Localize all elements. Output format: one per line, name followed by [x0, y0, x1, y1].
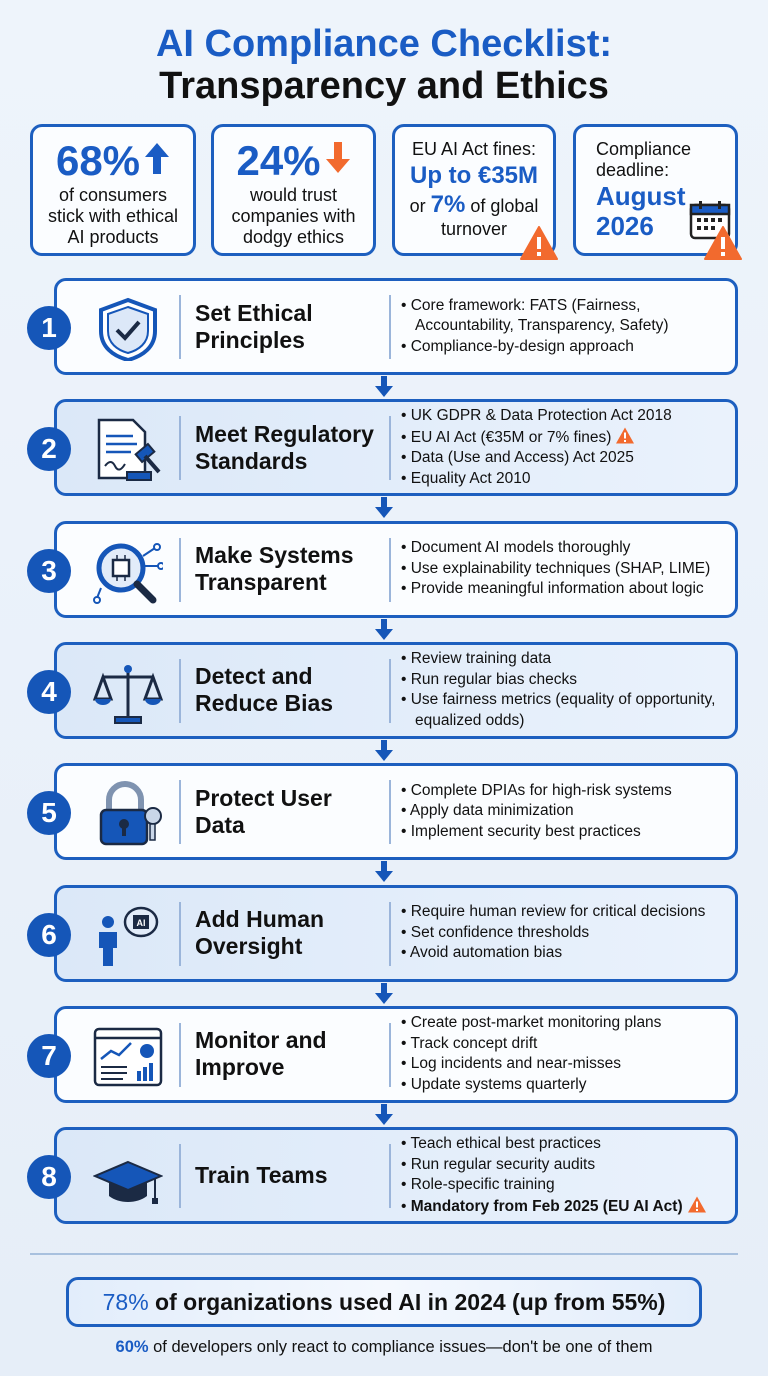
- magnifier-chip-icon: [93, 538, 163, 604]
- divider: [179, 295, 181, 359]
- step-card-3: [41, 521, 738, 618]
- arrow-down-icon: [325, 141, 351, 175]
- step-title: [195, 524, 385, 615]
- bullet-item: [401, 943, 736, 964]
- divider: [389, 416, 391, 480]
- bullet-text: Set confidence thresholds: [410, 923, 590, 941]
- bullet-item: [401, 559, 736, 580]
- warning-icon: [704, 226, 742, 260]
- bullet-text: Track concept drift: [410, 1034, 538, 1052]
- bullet-item: [401, 781, 736, 802]
- bullet-item: [401, 579, 736, 600]
- stat-value: 24%: [236, 137, 321, 184]
- bullet-text: Implement security best practices: [410, 822, 641, 840]
- graduation-cap-icon: [93, 1144, 163, 1210]
- warning-icon: [615, 427, 635, 444]
- bullet-item: [401, 1075, 736, 1096]
- stat-pct: 7%: [430, 191, 466, 218]
- stat-value: 68%: [55, 137, 141, 184]
- bullet-text: Avoid automation bias: [409, 944, 563, 962]
- bullet-item: [401, 337, 736, 358]
- bullet-item: [401, 801, 736, 822]
- bullet-text: EU AI Act (€35M or 7% fines): [410, 428, 612, 446]
- shield-check-icon: [93, 295, 163, 361]
- bullet-item: [401, 1013, 736, 1034]
- divider: [179, 902, 181, 966]
- stat-label: EU AI Act fines:: [411, 139, 537, 159]
- scales-icon: [93, 659, 163, 725]
- bullet-text: Log incidents and near-misses: [410, 1055, 621, 1073]
- divider: [389, 659, 391, 723]
- footer-subtext: [0, 1338, 768, 1357]
- step-bullets: [401, 766, 736, 857]
- stat-text: turnover: [440, 219, 508, 239]
- bullet-item: [401, 822, 736, 843]
- divider: [389, 538, 391, 602]
- divider: [389, 1144, 391, 1208]
- footer-text: of organizations used AI in 2024 (up from 55%): [148, 1289, 666, 1315]
- stat-card-consumers: [30, 124, 196, 256]
- arrow-down-connector-icon: [374, 861, 394, 883]
- warning-icon: [520, 226, 558, 260]
- step-number: 3: [27, 549, 71, 593]
- step-number: 7: [27, 1034, 71, 1078]
- warning-icon: [687, 1196, 707, 1213]
- step-title: [195, 1130, 385, 1221]
- bullet-text: Data (Use and Access) Act 2025: [410, 449, 634, 467]
- divider: [389, 1023, 391, 1087]
- stat-highlight: Up to €35M: [409, 162, 538, 189]
- padlock-key-icon: [93, 780, 163, 846]
- bullet-item: [401, 670, 736, 691]
- stat-text: AI products: [67, 227, 159, 247]
- arrow-down-connector-icon: [374, 619, 394, 641]
- footer-stat-box: [66, 1277, 702, 1327]
- divider: [179, 416, 181, 480]
- bullet-item: [401, 690, 736, 731]
- stat-highlight: 2026: [596, 211, 654, 241]
- bullet-text: Review training data: [410, 650, 552, 668]
- bullet-text: Teach ethical best practices: [410, 1135, 601, 1153]
- bullet-text: Compliance-by-design approach: [410, 337, 634, 355]
- step-card-4: [41, 642, 738, 739]
- stat-card-trust: [211, 124, 376, 256]
- stat-text: of global: [465, 196, 539, 216]
- divider: [179, 780, 181, 844]
- divider: [179, 1144, 181, 1208]
- person-ai-brain-icon: [93, 902, 163, 968]
- step-number: 8: [27, 1155, 71, 1199]
- bullet-item: [401, 538, 736, 559]
- bullet-item: [401, 923, 736, 944]
- stat-label: deadline:: [596, 160, 670, 180]
- step-bullets: [401, 1009, 736, 1100]
- arrow-up-icon: [144, 141, 170, 175]
- step-number: 1: [27, 306, 71, 350]
- stat-text: would trust: [249, 185, 338, 205]
- step-title-text: Detect and Reduce Bias: [195, 663, 334, 717]
- bullet-text: Require human review for critical decisions: [410, 903, 706, 921]
- step-title-text: Protect User Data: [195, 784, 332, 838]
- step-title: [195, 888, 385, 979]
- step-title: [195, 766, 385, 857]
- bullet-item: [401, 1155, 736, 1176]
- step-title-text: Make Systems Transparent: [195, 542, 354, 596]
- bullet-item: [401, 1054, 736, 1075]
- bullet-text: Run regular bias checks: [410, 670, 578, 688]
- divider: [389, 295, 391, 359]
- bullet-item: [401, 406, 736, 427]
- step-card-6: [41, 885, 738, 982]
- step-title-text: Monitor and Improve: [195, 1027, 327, 1081]
- bullet-text: Run regular security audits: [410, 1155, 596, 1173]
- title-line-2: Transparency and Ethics: [159, 65, 609, 107]
- step-title: [195, 1009, 385, 1100]
- step-card-7: [41, 1006, 738, 1103]
- bullet-item: [401, 1134, 736, 1155]
- step-number: 2: [27, 427, 71, 471]
- bullet-text: Core framework: FATS (Fairness, Accountability, Transparency, Safety): [410, 296, 669, 335]
- footer-highlight: 78%: [102, 1289, 149, 1315]
- step-title-text: Train Teams: [195, 1162, 328, 1189]
- stat-text: or: [409, 196, 431, 216]
- bullet-text: Create post-market monitoring plans: [410, 1014, 662, 1032]
- step-bullets: [401, 524, 736, 615]
- bullet-item: [401, 296, 736, 337]
- title-line-1: AI Compliance Checklist:: [155, 23, 613, 65]
- divider: [179, 1023, 181, 1087]
- footer-sub-highlight: 60%: [115, 1338, 149, 1356]
- bullet-text: Update systems quarterly: [410, 1075, 587, 1093]
- bullet-text: Complete DPIAs for high-risk systems: [410, 781, 672, 799]
- step-title-text: Meet Regulatory Standards: [195, 420, 374, 474]
- bullet-text: Mandatory from Feb 2025 (EU AI Act): [410, 1197, 683, 1215]
- stat-text: companies with: [231, 206, 356, 226]
- bullet-text: Apply data minimization: [409, 802, 574, 820]
- step-card-5: [41, 763, 738, 860]
- arrow-down-connector-icon: [374, 983, 394, 1005]
- arrow-down-connector-icon: [374, 740, 394, 762]
- bullet-item: [401, 469, 736, 490]
- bullet-item: [401, 1034, 736, 1055]
- bullet-item: [401, 1175, 736, 1196]
- bullet-item: [401, 902, 736, 923]
- arrow-down-connector-icon: [374, 376, 394, 398]
- step-bullets: [401, 888, 736, 979]
- step-title: [195, 645, 385, 736]
- stat-text: of consumers: [58, 185, 168, 205]
- step-title-text: Add Human Oversight: [195, 906, 325, 959]
- step-number: 4: [27, 670, 71, 714]
- bullet-text: Equality Act 2010: [410, 469, 531, 487]
- dashboard-icon: [93, 1023, 163, 1089]
- bullet-text: UK GDPR & Data Protection Act 2018: [410, 407, 672, 425]
- stat-label: Compliance: [596, 139, 692, 159]
- step-title: [195, 402, 385, 493]
- bullet-text: Use fairness metrics (equality of opportunity, equalized odds): [410, 691, 716, 729]
- bullet-item: [401, 1196, 736, 1218]
- divider: [389, 780, 391, 844]
- arrow-down-connector-icon: [374, 497, 394, 519]
- stat-highlight: August: [596, 181, 686, 211]
- svg-text:AI: AI: [136, 917, 146, 928]
- step-card-8: [41, 1127, 738, 1224]
- step-title: [195, 281, 385, 372]
- divider: [179, 538, 181, 602]
- bullet-item: [401, 427, 736, 449]
- step-bullets: [401, 645, 736, 736]
- divider: [389, 902, 391, 966]
- footer-sub-text: of developers only react to compliance issues—don't be one of them: [148, 1338, 653, 1356]
- bullet-item: [401, 448, 736, 469]
- divider: [30, 1253, 738, 1255]
- step-bullets: [401, 1130, 736, 1221]
- step-number: 6: [27, 913, 71, 957]
- bullet-text: Document AI models thoroughly: [410, 539, 631, 557]
- stat-text: dodgy ethics: [242, 227, 345, 247]
- step-bullets: [401, 402, 736, 493]
- bullet-text: Provide meaningful information about logic: [410, 580, 704, 598]
- arrow-down-connector-icon: [374, 1104, 394, 1126]
- bullet-text: Role-specific training: [410, 1176, 555, 1194]
- step-card-2: [41, 399, 738, 496]
- stat-text: stick with ethical: [47, 206, 179, 226]
- step-card-1: [41, 278, 738, 375]
- divider: [179, 659, 181, 723]
- bullet-item: [401, 649, 736, 670]
- bullet-text: Use explainability techniques (SHAP, LIME): [410, 559, 711, 577]
- step-number: 5: [27, 791, 71, 835]
- step-bullets: [401, 281, 736, 372]
- step-title-text: Set Ethical Principles: [195, 299, 313, 353]
- document-gavel-icon: [93, 416, 163, 482]
